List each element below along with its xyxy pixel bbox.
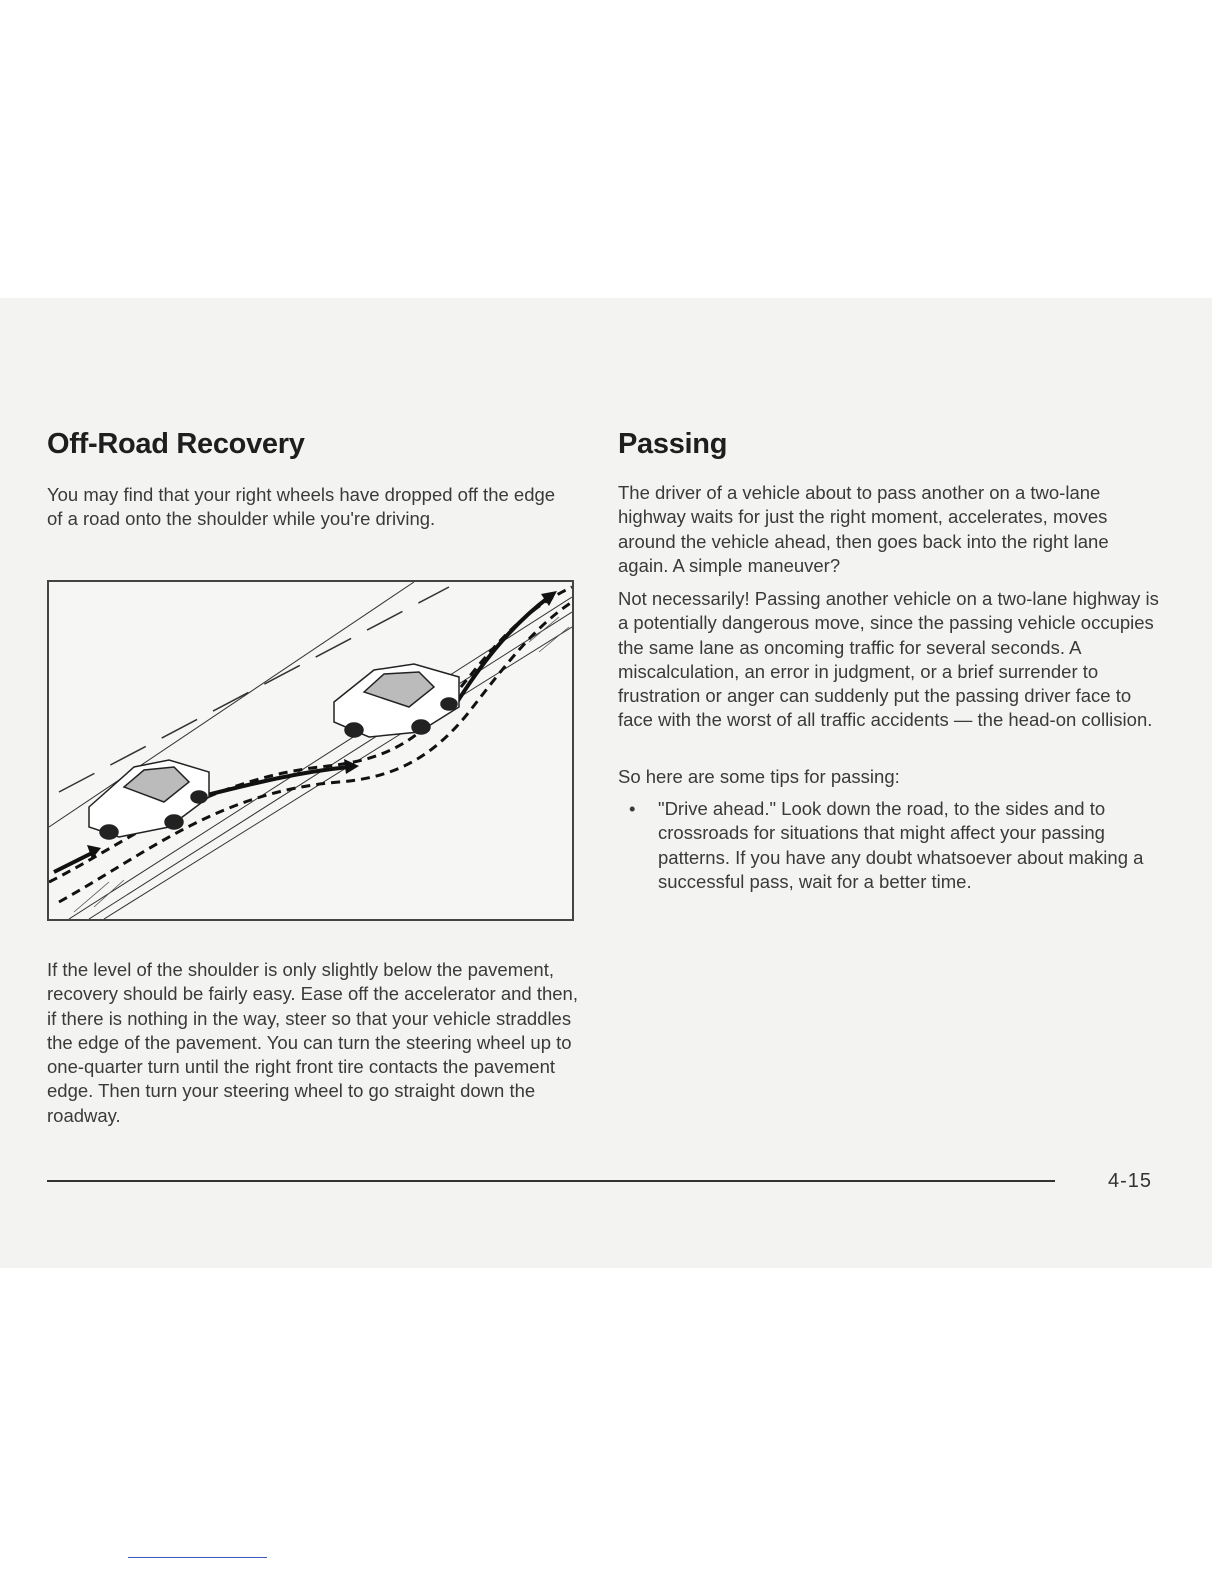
road-recovery-drawing <box>49 582 572 919</box>
passing-paragraph-3: So here are some tips for passing: <box>618 766 900 787</box>
passing-paragraph-2: Not necessarily! Passing another vehicle on a two-lane highway is a potentially dangerous move, since the passing vehicle occupies the same lane as oncoming traffic for several seconds. A miscalculation, an error in judgment, or a brief surrender to frustration or anger can suddenly put the passing driver face to face with the worst of all traffic accidents — the head-on collision. <box>618 588 1159 731</box>
list-item-text: "Drive ahead." Look down the road, to the sides and to crossroads for situations that might affect your passing patterns. If you have any doubt whatsoever about making a successful pass, wait for a better time. <box>658 798 1144 892</box>
list-item <box>618 797 1158 894</box>
footer-rule <box>47 1180 1055 1182</box>
off-road-recovery-paragraph: If the level of the shoulder is only slightly below the pavement, recovery should be fairly easy. Ease off the accelerator and then, if there is nothing in the way, steer so that your vehicle straddles the edge of the pavement. You can turn the steering wheel up to one-quarter turn until the right front tire contacts the pavement edge. Then turn your steering wheel to go straight down the roadway. <box>47 959 578 1126</box>
passing-tips-list <box>618 797 1158 894</box>
passing-paragraph-1: The driver of a vehicle about to pass another on a two-lane highway waits for just the right moment, accelerates, moves around the vehicle ahead, then goes back into the right lane again. A simple maneuver? <box>618 482 1109 576</box>
bottom-line-mark <box>128 1557 267 1558</box>
section-title-passing: Passing <box>618 428 728 460</box>
bullet-icon: • <box>629 798 636 819</box>
car-rear <box>89 760 209 839</box>
off-road-recovery-illustration <box>47 580 574 921</box>
car-front <box>334 664 459 737</box>
page-number: 4-15 <box>1108 1170 1153 1192</box>
section-title-off-road-recovery: Off-Road Recovery <box>47 428 305 460</box>
off-road-intro-paragraph: You may find that your right wheels have dropped off the edge of a road onto the shoulder while you're driving. <box>47 484 556 530</box>
